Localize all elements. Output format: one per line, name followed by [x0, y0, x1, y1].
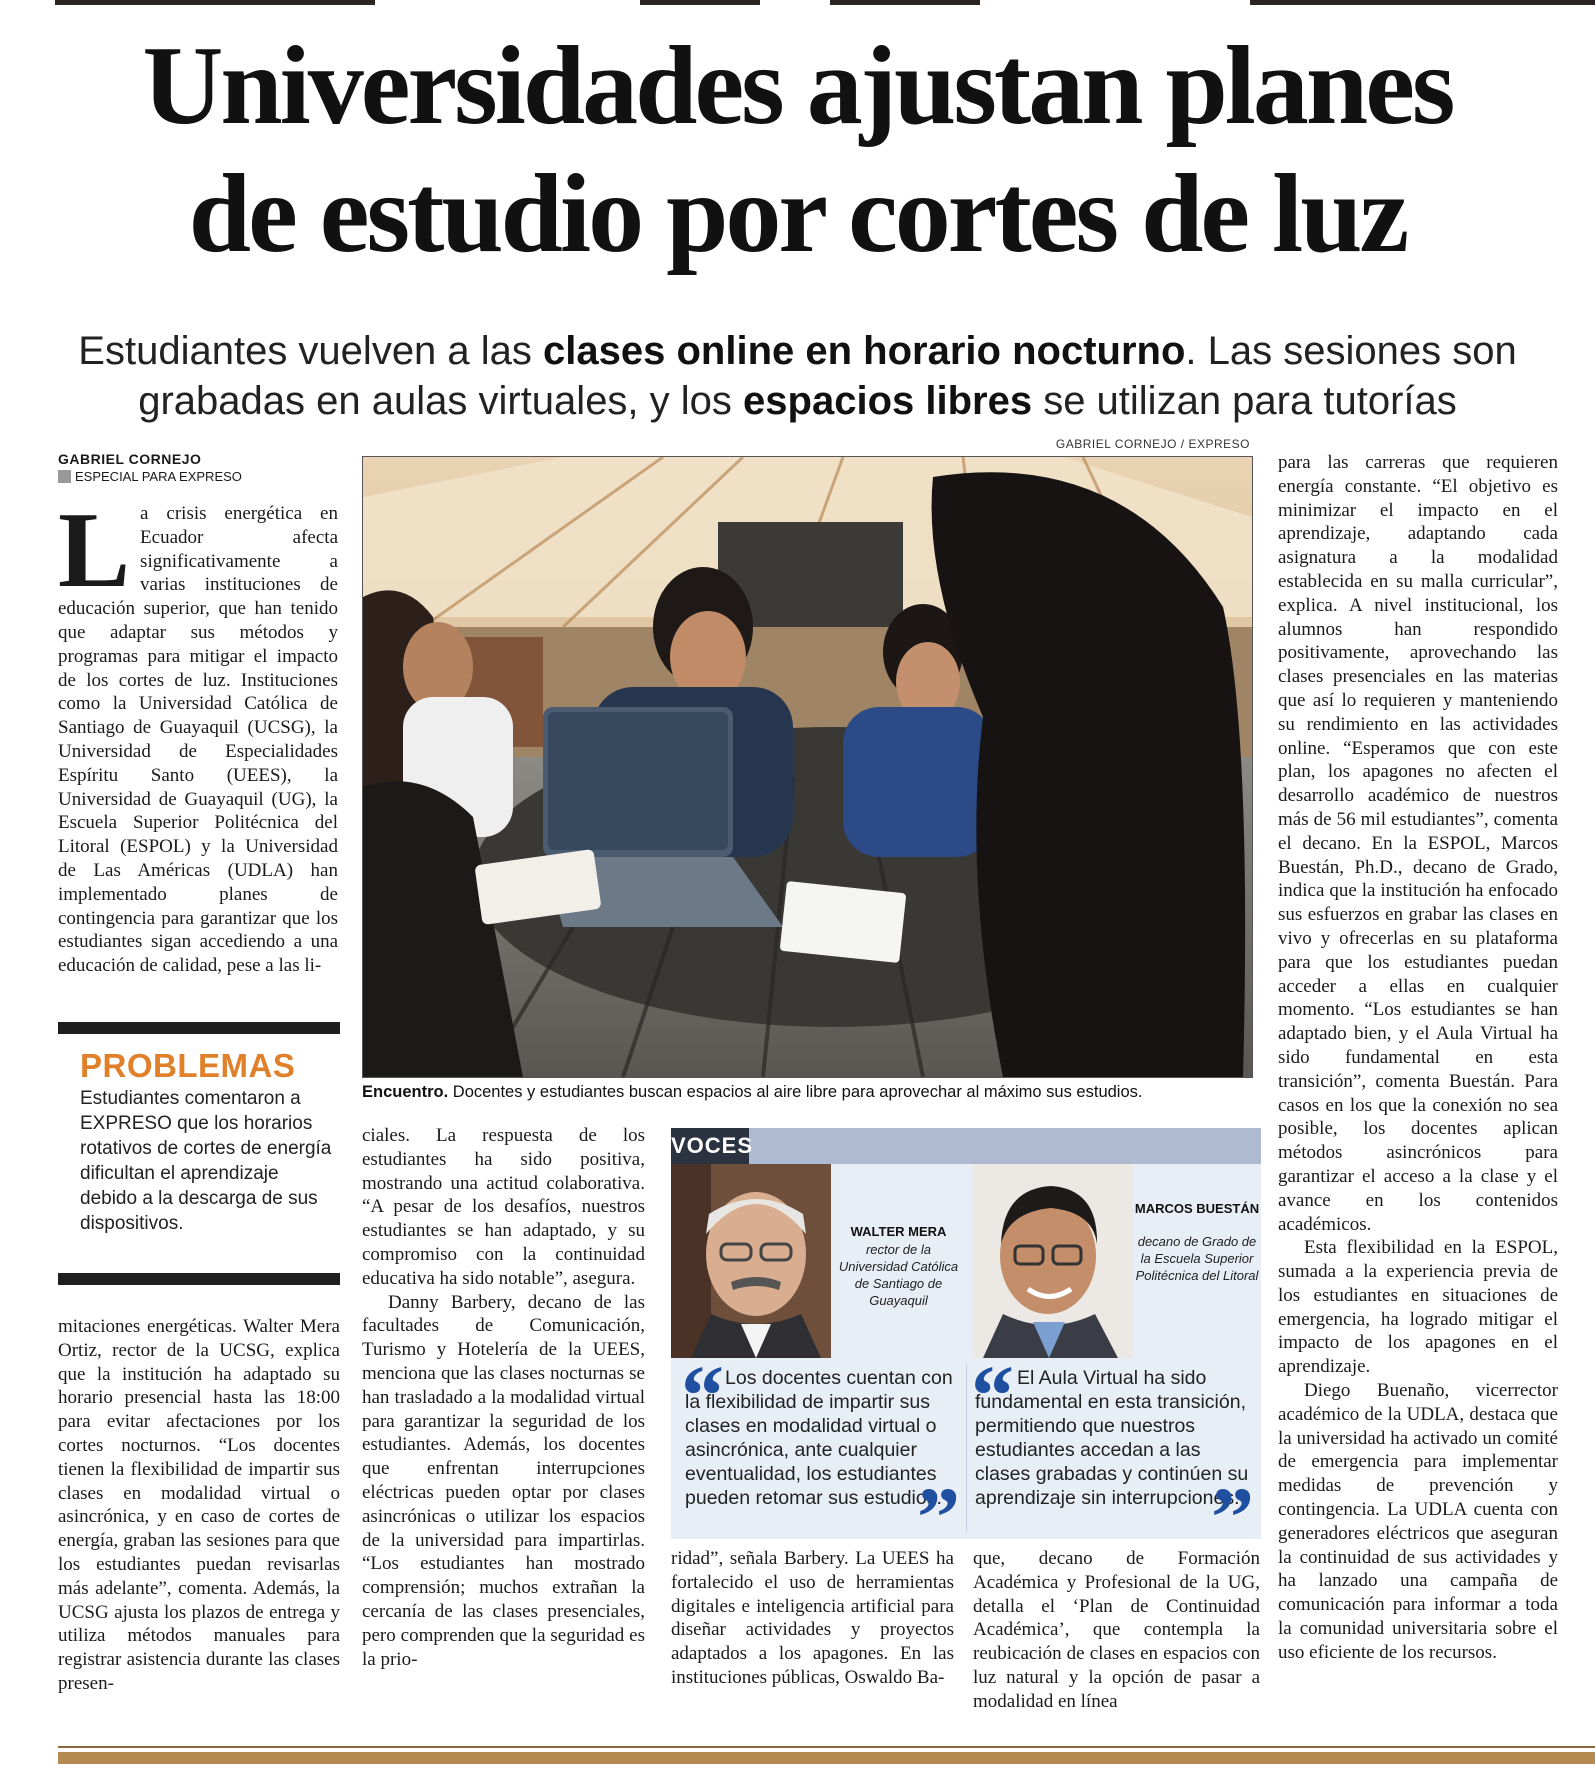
close-quote-icon: ” — [1211, 1469, 1254, 1565]
voces-label: VOCES — [671, 1128, 749, 1164]
person-2-title: decano de Grado de la Escuela Superior Politécnica del Litoral — [1135, 1234, 1259, 1283]
problemas-bottom-rule — [58, 1273, 340, 1285]
article-column-5 — [1278, 451, 1558, 1665]
square-icon — [58, 470, 71, 483]
article-column-3 — [671, 1547, 954, 1690]
person-1-name: WALTER MERA — [850, 1224, 947, 1239]
article-column-1-top — [58, 491, 338, 978]
voces-header-bar — [671, 1128, 1261, 1164]
photo-credit: GABRIEL CORNEJO / EXPRESO — [1055, 437, 1250, 451]
person-2-quote: El Aula Virtual ha sido fundamental en esta transición, permitiendo que nuestros estudiantes accedan a las clases grabadas y continúen su aprendizaje sin interrupciones. — [975, 1367, 1249, 1509]
problemas-top-rule — [58, 1022, 340, 1034]
article-column-5-paragraph-2: Esta flexibilidad en la ESPOL, sumada a la experiencia previa de los estudiantes en situaciones de emergencia, ha logrado mitigar el impacto de los apagones en el aprendizaje. — [1278, 1237, 1558, 1378]
article-column-5-paragraph-1: para las carreras que requieren energía constante. “El objetivo es minimizar el impacto en el aprendizaje, adaptando cada asignatura a la modalidad establecida en su malla curricular”, explica. A nivel institucional, los alumnos han respondido positivamente, aprovechando las clases presenciales en las materias que así lo requieren y manteniendo su rendimiento en las actividades online. “Esperamos que con este plan, los apagones no afecten el desarrollo académico de nuestros más de 56 mil estudiantes”, comenta el decano. En la ESPOL, Marcos Buestán, Ph.D., decano de Grado, indica que la institución ha enfocado sus esfuerzos en grabar las clases en vivo y ofrecerlas en su plataforma para que los estudiantes puedan acceder a ellas en cualquier momento. “Los estudiantes se han adaptado bien, y el Aula Virtual ha sido fundamental en esta transición”, comenta Buestán. Para casos en los que la conexión no sea posible, los docentes aplican métodos asincrónicos para garantizar el acceso a la clase y el avance en los contenidos académicos. — [1278, 452, 1558, 1235]
problemas-title: PROBLEMAS — [80, 1047, 296, 1084]
deck-part-3: se utilizan para tutorías — [1032, 379, 1457, 423]
article-column-3-text: ridad”, señala Barbery. La UEES ha fortalecido el uso de herramientas digitales e inteligencia artificial para diseñar actividades y proyectos adaptados a los apagones. En las instituciones públicas, Oswaldo Ba- — [671, 1548, 954, 1688]
problemas-text: Estudiantes comentaron a EXPRESO que los horarios rotativos de cortes de energía dificultan el aprendizaje debido a la descarga de sus dispositivos. — [80, 1088, 332, 1234]
article-column-2-paragraph-2: Danny Barbery, decano de las facultades de Comunicación, Turismo y Hotelería de la UEES, menciona que las clases nocturnas se han trasladado a la modalidad virtual para garantizar la seguridad de los estudiantes. Además, los docentes que enfrentan interrupciones eléctricas pueden optar por clases asincrónicas o utilizar los espacios de la universidad para impartirlas. “Los estudiantes han mostrado comprensión; muchos extrañan la cercanía de las clases presenciales, pero comprenden que la seguridad es la prio- — [362, 1291, 645, 1670]
footer-rule — [58, 1752, 1595, 1764]
headline-line-1: Universidades ajustan planes — [142, 24, 1453, 148]
close-quote-icon: ” — [917, 1469, 960, 1565]
byline-author: GABRIEL CORNEJO — [58, 451, 202, 467]
deck-part-1: Estudiantes vuelven a las — [78, 329, 544, 373]
marcos-buestan-portrait — [973, 1164, 1133, 1358]
caption-text: Docentes y estudiantes buscan espacios al aire libre para aprovechar al máximo sus estudios. — [448, 1083, 1143, 1101]
person-1-quote: Los docentes cuentan con la flexibilidad de impartir sus clases en modalidad virtual o asincrónica, ante cualquier eventualidad, los estudiantes pueden retomar sus estudios. — [685, 1367, 953, 1509]
main-photo — [362, 456, 1253, 1078]
article-column-4 — [973, 1547, 1260, 1714]
person-1-title: rector de la Universidad Católica de Santiago de Guayaquil — [838, 1242, 959, 1308]
headline-line-2: de estudio por cortes de luz — [188, 152, 1407, 276]
byline — [58, 451, 242, 484]
headline — [40, 22, 1555, 278]
photo-illustration — [363, 457, 1252, 1077]
person-2-name: MARCOS BUESTÁN — [1134, 1201, 1260, 1216]
article-column-2-paragraph-1: ciales. La respuesta de los estudiantes ha sido positiva, mostrando una actitud colaborativa. “A pesar de los desafíos, nuestros estudiantes se han adaptado, y su compromiso con la continuidad educativa ha sido notable”, asegura. — [362, 1125, 645, 1289]
deck-part-2: . Las sesiones son grabadas en aulas virtuales, y los — [138, 329, 1517, 423]
article-intro-text: a crisis energética en Ecuador afecta significativamente a varias instituciones de educación superior, que han tenido que adaptar sus métodos y programas para mitigar el impacto de los cortes de luz. Instituciones como la Universidad Católica de Santiago de Guayaquil (UCSG), la Universidad de Especialidades Espíritu Santo (UEES), la Universidad de Guayaquil (UG), la Escuela Superior Politécnica del Litoral (ESPOL) y la Universidad de Las Américas (UDLA) han implementado planes de contingencia para garantizar que los estudiantes sigan accediendo a una educación de calidad, pese a las li- — [58, 503, 338, 977]
photo-caption — [362, 1083, 1262, 1102]
open-quote-icon: “ — [971, 1347, 1014, 1443]
deck — [40, 326, 1555, 426]
article-column-2 — [362, 1124, 645, 1671]
byline-role — [58, 469, 242, 484]
article-column-1-bottom-text: mitaciones energéticas. Walter Mera Ortiz, rector de la UCSG, explica que la institución ha adaptado su horario presencial hasta las 18:00 para evitar afectaciones por los cortes nocturnos. “Los docentes tienen la flexibilidad de impartir sus clases en modalidad virtual o asincrónica, y en caso de cortes de energía, graban las sesiones para que los estudiantes puedan revisarlas más adelante”, comenta. Además, la UCSG ajusta los plazos de entrega y utiliza métodos manuales para registrar asistencia durante las clases presen- — [58, 1316, 340, 1694]
caption-lead: Encuentro. — [362, 1083, 449, 1101]
open-quote-icon: “ — [681, 1347, 724, 1443]
top-strip — [0, 0, 1595, 5]
footer-rule-thin — [58, 1746, 1595, 1748]
drop-cap: L — [58, 491, 131, 610]
walter-mera-portrait — [671, 1164, 831, 1358]
deck-bold-2: espacios libres — [743, 379, 1033, 423]
article-column-1-bottom — [58, 1315, 340, 1696]
article-column-4-text: que, decano de Formación Académica y Profesional de la UG, detalla el ‘Plan de Continuidad Académica’, que contempla la reubicación de clases en espacios con luz natural y la opción de pasar a modalidad en línea — [973, 1548, 1260, 1712]
article-column-5-paragraph-3: Diego Buenaño, vicerrector académico de la UDLA, destaca que la universidad ha activado un comité de emergencia para implementar medidas de prevención y contingencia. La UDLA cuenta con generadores eléctricos que aseguran la continuidad de sus actividades y ha lanzado una campaña de comunicación para informar a toda la comunidad universitaria sobre el uso eficiente de los recursos. — [1278, 1380, 1558, 1663]
byline-role-text: ESPECIAL PARA EXPRESO — [75, 469, 242, 484]
quote-separator — [966, 1364, 967, 1532]
voces-box — [671, 1128, 1261, 1565]
deck-bold-1: clases online en horario nocturno — [543, 329, 1186, 373]
